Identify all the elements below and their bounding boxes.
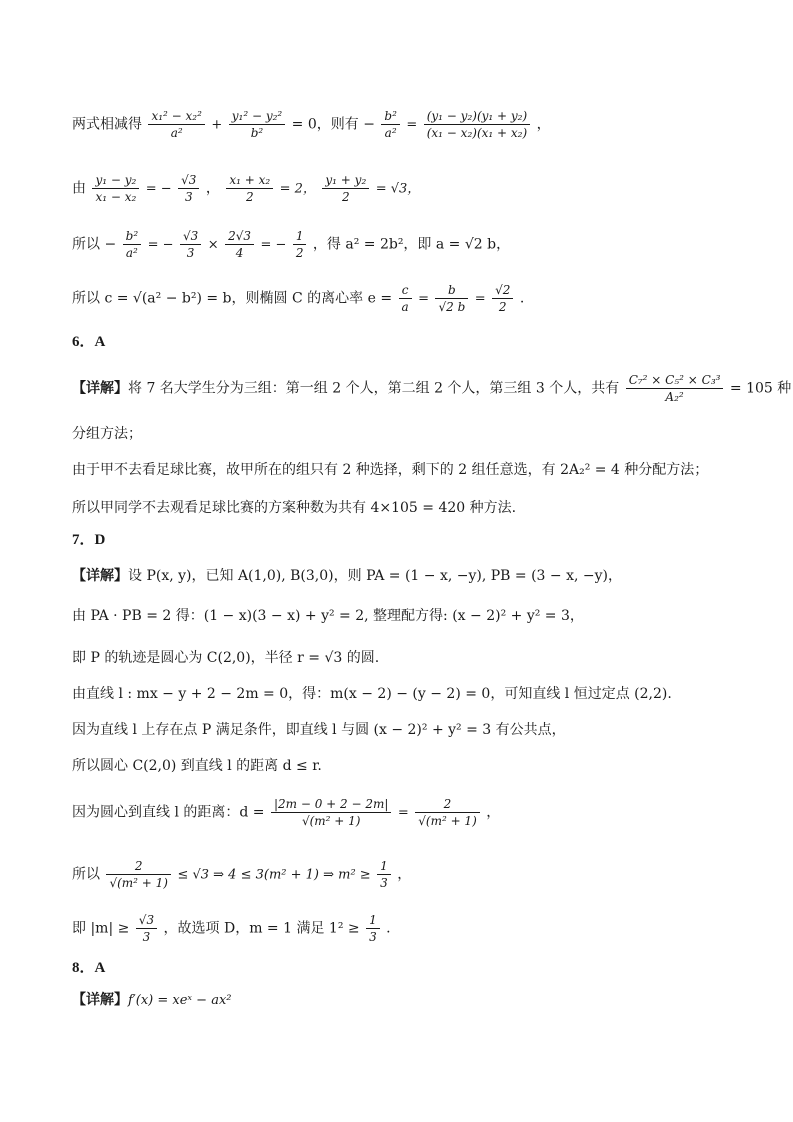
fraction: $\frac{\text{x₁ + x₂}}{2}$ (226, 172, 273, 205)
detail-label: 【详解】 (72, 992, 128, 1008)
q7-line-2: 由 PA · PB = 2 得：(1 − x)(3 − x) + y² = 2, 整理配方得: (x − 2)² + y² = 3， (72, 608, 584, 624)
fraction: $\frac{b}{√2 b}$ (435, 282, 468, 315)
q7-line-5: 因为直线 l 上存在点 P 满足条件，即直线 l 与圆 (x − 2)² + y² = 3 有公共点， (72, 722, 566, 738)
q6-line-2: 分组方法； (72, 426, 142, 442)
q5-line-1: 两式相减得 $\frac{\text{x₁² − x₂²}}{\text{a²}}$ + $\frac{\text{y₁² − y₂²}}{\text{b²}}$ = 0，则有 − $\frac{\text{b²}}{\text{a²}}$ = $\frac{\text{(y₁ − y₂)(y₁ + y₂)}}{\text{(x₁ − x₂)(x₁ + x₂)}}$ ， (72, 109, 551, 140)
fraction: $\frac{1}{3}$ (377, 858, 391, 891)
fraction: $\frac{√3}{3}$ (136, 912, 157, 945)
q6-line-4: 所以甲同学不去观看足球比赛的方案种数为共有 4×105 = 420 种方法. (72, 500, 517, 516)
q7-line-7: 因为圆心到直线 l 的距离：d = $\frac{|2m - 0 + 2 - 2m|}{\text{√(m² + 1)}}$ = $\frac{2}{\text{√(m² + 1)}}$ ， (72, 797, 501, 828)
q5-line-2: 由 $\frac{\text{y₁ − y₂}}{\text{x₁ − x₂}}$ = − $\frac{√3}{3}$ ， $\frac{\text{x₁ + x₂}}{2}$ = 2， $\frac{\text{y₁ + y₂}}{2}$ = √3， (72, 173, 421, 204)
fraction: $\frac{1}{2}$ (293, 228, 307, 261)
q8-line-1: 【详解】f′(x) = xeˣ − ax² (72, 992, 232, 1008)
fraction: $\frac{1}{3}$ (366, 912, 380, 945)
q7-line-4: 由直线 l : mx − y + 2 − 2m = 0，得：m(x − 2) − (y − 2) = 0，可知直线 l 恒过定点 (2,2). (72, 686, 672, 702)
q5-line-3: 所以 − $\frac{\text{b²}}{\text{a²}}$ = − $\frac{√3}{3}$ × $\frac{2√3}{4}$ = − $\frac{1}{2}$ ，得 a² = 2b²，即 a = √2 b， (72, 229, 511, 260)
q7-line-3: 即 P 的轨迹是圆心为 C(2,0)，半径 r = √3 的圆. (72, 650, 380, 666)
q7-line-8: 所以 $\frac{2}{\text{√(m² + 1)}}$ ≤ √3 ⇒ 4 ≤ 3(m² + 1) ⇒ m² ≥ $\frac{1}{3}$ ， (72, 859, 412, 890)
question-number: 8．A (72, 960, 106, 976)
fraction: $\frac{√3}{3}$ (178, 172, 199, 205)
q6-line-1: 【详解】将 7 名大学生分为三组：第一组 2 个人，第二组 2 个人，第三组 3 个人，共有 $\frac{\text{C₇² × C₅² × C₃³}}{\text{A₂²}}$ = 105 种 (72, 373, 792, 404)
fraction: $\frac{|2m - 0 + 2 - 2m|}{\text{√(m² + 1)}}$ (271, 796, 391, 829)
question-number: 7．D (72, 532, 106, 548)
detail-label: 【详解】 (72, 568, 128, 584)
detail-label: 【详解】 (72, 380, 128, 397)
text: 两式相减得 (72, 116, 142, 133)
fraction: $\frac{2}{\text{√(m² + 1)}}$ (106, 858, 171, 891)
question-number: 6．A (72, 334, 106, 350)
fraction: $\frac{\text{y₁ − y₂}}{\text{x₁ − x₂}}$ (92, 172, 139, 205)
q7-line-1: 【详解】设 P(x, y)，已知 A(1,0), B(3,0)，则 PA = (1 − x, −y), PB = (3 − x, −y)， (72, 568, 622, 584)
q7-line-9: 即 |m| ≥ $\frac{√3}{3}$ ，故选项 D，m = 1 满足 1² ≥ $\frac{1}{3}$ . (72, 913, 391, 944)
q6-line-3: 由于甲不去看足球比赛，故甲所在的组只有 2 种选择，剩下的 2 组任意选，有 2A₂² = 4 种分配方法； (72, 462, 709, 478)
fraction: $\frac{√3}{3}$ (180, 228, 201, 261)
fraction: $\frac{\text{x₁² − x₂²}}{\text{a²}}$ (148, 108, 204, 141)
fraction: $\frac{\text{y₁ + y₂}}{2}$ (322, 172, 369, 205)
q7-line-6: 所以圆心 C(2,0) 到直线 l 的距离 d ≤ r. (72, 758, 322, 774)
q5-line-4: 所以 c = √(a² − b²) = b，则椭圆 C 的离心率 e = $\frac{c}{a}$ = $\frac{b}{√2 b}$ = $\frac{√2}{2}$ . (72, 283, 525, 314)
fraction: $\frac{2}{\text{√(m² + 1)}}$ (415, 796, 480, 829)
fraction: $\frac{\text{b²}}{\text{a²}}$ (381, 108, 400, 141)
fraction: $\frac{\text{C₇² × C₅² × C₃³}}{\text{A₂²}}$ (626, 372, 724, 405)
fraction: $\frac{\text{(y₁ − y₂)(y₁ + y₂)}}{\text{(x₁ − x₂)(x₁ + x₂)}}$ (424, 108, 530, 141)
fraction: $\frac{2√3}{4}$ (225, 228, 254, 261)
fraction: $\frac{\text{y₁² − y₂²}}{\text{b²}}$ (229, 108, 285, 141)
fraction: $\frac{√2}{2}$ (492, 282, 513, 315)
fraction: $\frac{c}{a}$ (399, 282, 412, 315)
fraction: $\frac{\text{b²}}{\text{a²}}$ (123, 228, 142, 261)
